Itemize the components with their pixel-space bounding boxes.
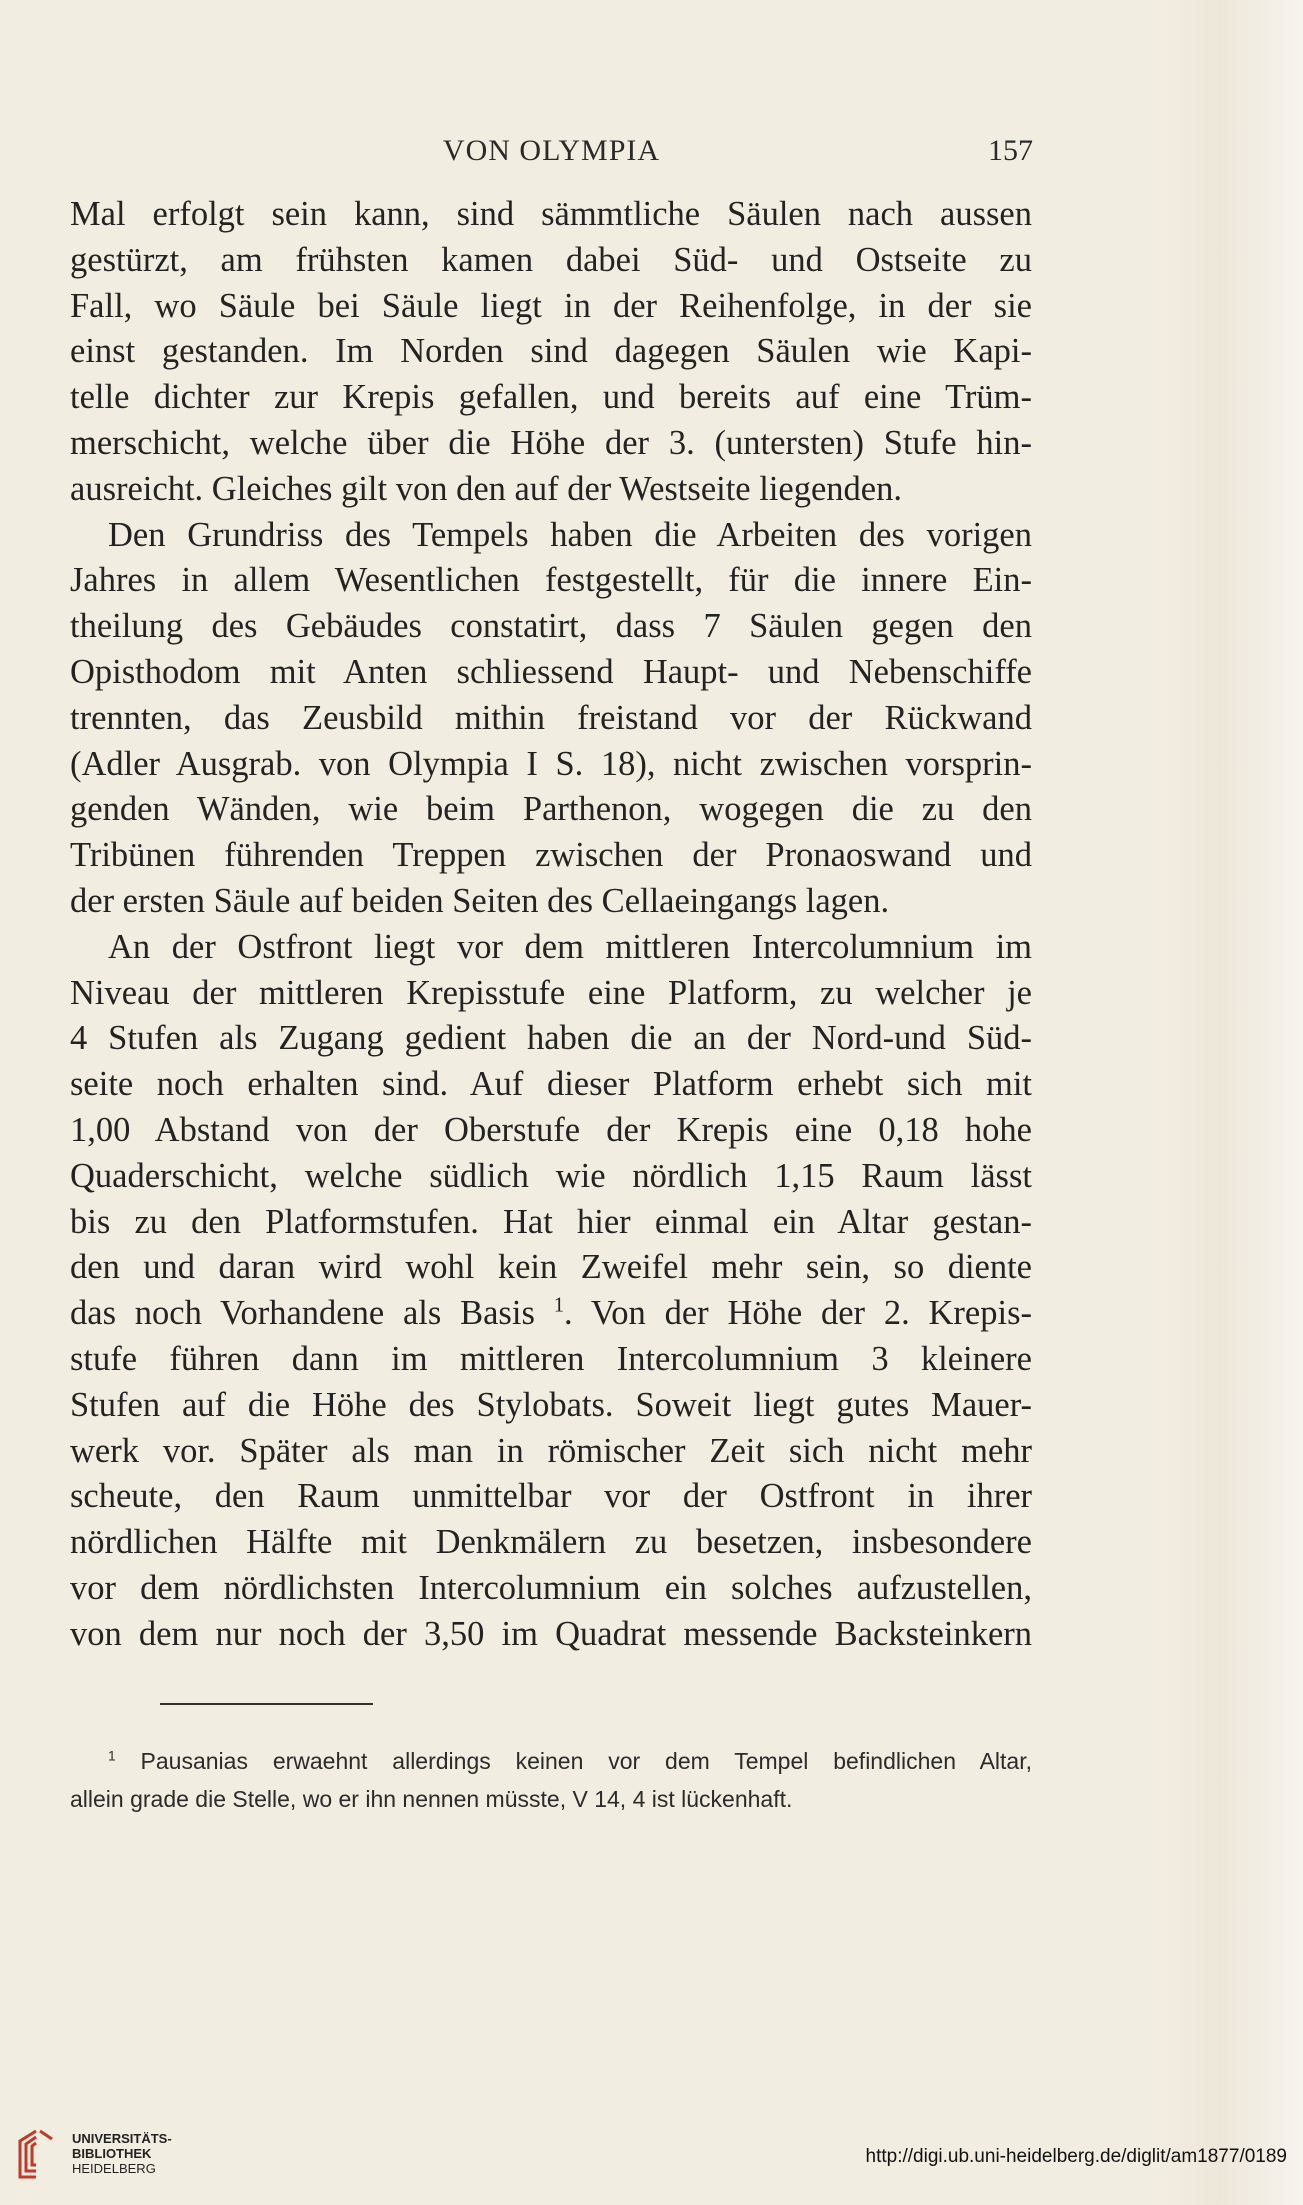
text-line: gestürzt, am frühsten kamen dabei Süd- und Ostseite zu [70, 240, 1032, 279]
text-line: von dem nur noch der 3,50 im Quadrat messende Backsteinkern [70, 1614, 1032, 1653]
library-logo-text [72, 2131, 172, 2176]
text-line: scheute, den Raum unmittelbar vor der Ostfront in ihrer [70, 1477, 1032, 1516]
text-line: stufe führen dann im mittleren Intercolumnium 3 kleinere [70, 1339, 1032, 1378]
text-line: Niveau der mittleren Krepisstufe eine Platform, zu welcher je [70, 973, 1032, 1012]
footnotes [70, 1742, 1032, 1818]
text-line: Fall, wo Säule bei Säule liegt in der Reihenfolge, in der sie [70, 286, 1032, 325]
footnote-marker: 1 [108, 1748, 116, 1764]
text-line: Stufen auf die Höhe des Stylobats. Soweit liegt gutes Mauer- [70, 1385, 1032, 1424]
text-line: seite noch erhalten sind. Auf dieser Platform erhebt sich mit [70, 1065, 1032, 1104]
text-line: 4 Stufen als Zugang gedient haben die an der Nord-und Süd- [70, 1019, 1032, 1058]
text-line: Quaderschicht, welche südlich wie nördlich 1,15 Raum lässt [70, 1156, 1032, 1195]
text-line-with-footnote [70, 1291, 1032, 1337]
text-line: Den Grundriss des Tempels haben die Arbeiten des vorigen [108, 515, 1032, 554]
text-line: ausreicht. Gleiches gilt von den auf der Westseite liegenden. [70, 469, 902, 508]
text-line: vor dem nördlichsten Intercolumnium ein solches aufzustellen, [70, 1568, 1032, 1607]
footnote-divider [160, 1703, 373, 1705]
running-head-title: VON OLYMPIA [442, 134, 661, 167]
logo-line: HEIDELBERG [72, 2161, 156, 2176]
page-gutter [1163, 0, 1303, 2205]
text-line: telle dichter zur Krepis gefallen, und bereits auf eine Trüm- [70, 378, 1032, 417]
footnote-line [70, 1742, 1032, 1780]
text-line: Mal erfolgt sein kann, sind sämmtliche Säulen nach aussen [70, 195, 1032, 233]
text-line: einst gestanden. Im Norden sind dagegen Säulen wie Kapi- [70, 332, 1032, 371]
main-text [70, 192, 1032, 1658]
library-logo-icon [14, 2127, 58, 2183]
text-segment: das noch Vorhandene als Basis [70, 1294, 535, 1333]
source-url-link[interactable]: http://digi.ub.uni-heidelberg.de/diglit/am1877/0189 [865, 2146, 1287, 2167]
text-line: (Adler Ausgrab. von Olympia I S. 18), nicht zwischen vorsprin- [70, 744, 1032, 783]
footnote-text: Pausanias erwaehnt allerdings keinen vor dem Tempel befindlichen Altar, [140, 1748, 1032, 1774]
text-line: Tribünen führenden Treppen zwischen der Pronaoswand und [70, 836, 1032, 875]
text-line: theilung des Gebäudes constatirt, dass 7 Säulen gegen den [70, 607, 1032, 646]
text-line: Jahres in allem Wesentlichen festgestellt, für die innere Ein- [70, 561, 1032, 600]
text-line: An der Ostfront liegt vor dem mittleren Intercolumnium im [108, 927, 1032, 966]
text-line: trennten, das Zeusbild mithin freistand vor der Rückwand [70, 698, 1032, 737]
text-line: den und daran wird wohl kein Zweifel mehr sein, so diente [70, 1248, 1032, 1287]
text-line: 1,00 Abstand von der Oberstufe der Krepis eine 0,18 hohe [70, 1110, 1032, 1149]
text-line: genden Wänden, wie beim Parthenon, wogegen die zu den [70, 790, 1032, 829]
logo-line: BIBLIOTHEK [72, 2146, 152, 2161]
text-line: Opisthodom mit Anten schliessend Haupt- und Nebenschiffe [70, 652, 1032, 691]
text-line: merschicht, welche über die Höhe der 3. (untersten) Stufe hin- [70, 423, 1032, 462]
library-logo[interactable] [14, 2125, 174, 2185]
footnote-reference[interactable]: 1 [553, 1294, 565, 1317]
logo-line: UNIVERSITÄTS- [72, 2131, 172, 2146]
text-line: der ersten Säule auf beiden Seiten des Cellaeingangs lagen. [70, 881, 890, 920]
text-line: nördlichen Hälfte mit Denkmälern zu besetzen, insbesondere [70, 1523, 1032, 1562]
text-segment: . Von der Höhe der 2. Krepis- [564, 1294, 1032, 1333]
page-number: 157 [988, 134, 1033, 167]
running-head [70, 134, 1033, 174]
text-line: bis zu den Platformstufen. Hat hier einmal ein Altar gestan- [70, 1202, 1032, 1241]
footnote-line: allein grade die Stelle, wo er ihn nennen müsste, V 14, 4 ist lückenhaft. [70, 1786, 793, 1812]
text-line: werk vor. Später als man in römischer Zeit sich nicht mehr [70, 1431, 1032, 1470]
